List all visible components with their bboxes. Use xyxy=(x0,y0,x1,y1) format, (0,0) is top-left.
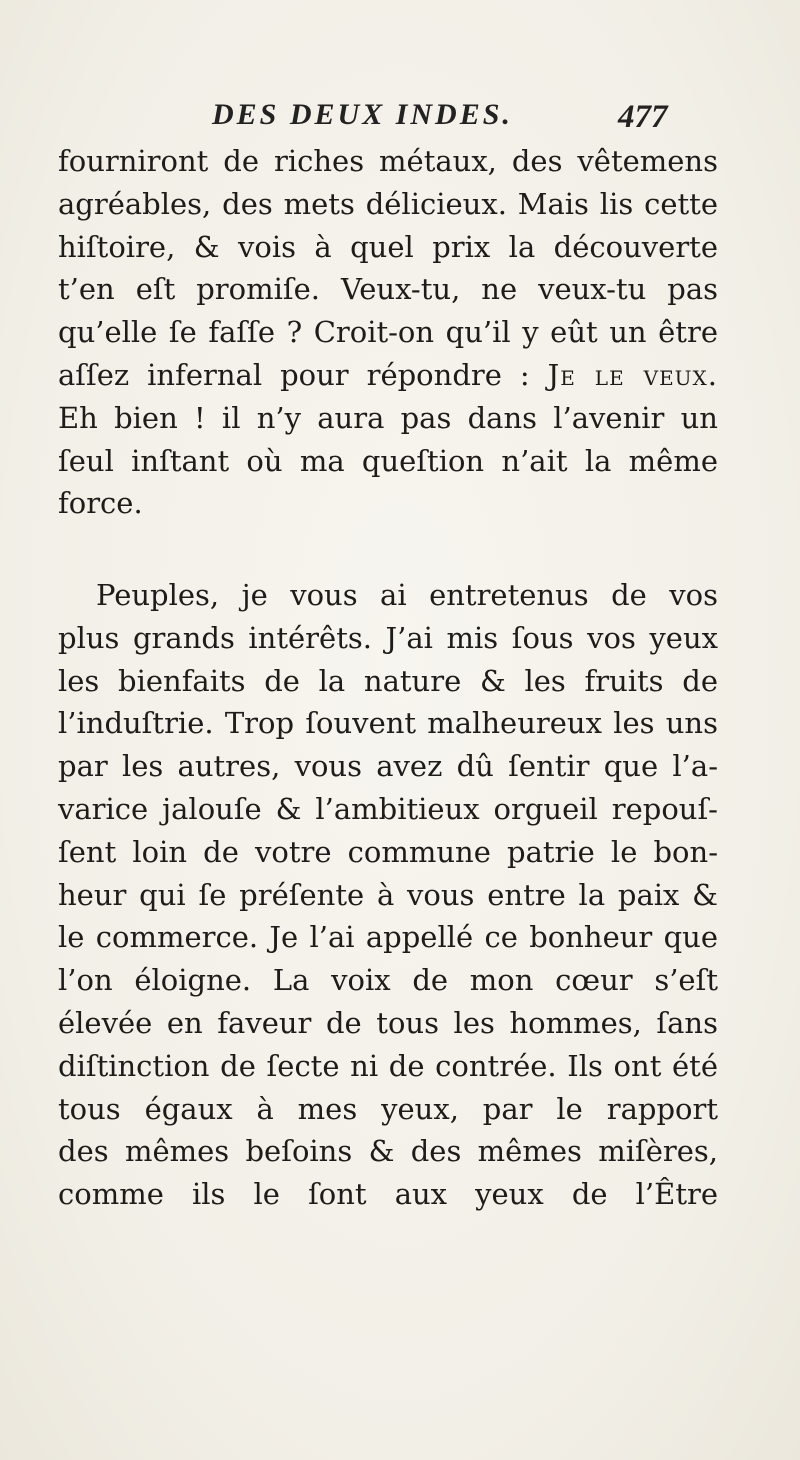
text-line: varice jalouſe & l’ambitieux orgueil repouſ- xyxy=(58,791,718,826)
text-line: le commerce. Je l’ai appellé ce bonheur que xyxy=(58,920,718,955)
text-line: par les autres, vous avez dû ſentir que l’a- xyxy=(58,749,718,784)
text-line: heur qui ſe préſente à vous entre la paix & xyxy=(58,877,718,912)
running-head-title: DES DEUX INDES. xyxy=(212,98,513,131)
text-line: les bienfaits de la nature & les fruits de xyxy=(58,663,718,698)
text-line: force. xyxy=(58,486,143,521)
text-line: l’on éloigne. La voix de mon cœur s’eſt xyxy=(58,963,718,998)
text-line: fourniront de riches métaux, des vêtemens xyxy=(58,144,718,178)
text-line: plus grands intérêts. J’ai mis ſous vos yeux xyxy=(58,620,718,655)
text-line: ſeul inſtant où ma queſtion n’ait la même xyxy=(58,443,718,478)
text-line: qu’elle ſe faſſe ? Croit-on qu’il y eût un être xyxy=(58,315,718,350)
text-line: des mêmes beſoins & des mêmes miſères, xyxy=(58,1134,718,1169)
text-line: l’induſtrie. Trop ſouvent malheureux les uns xyxy=(58,706,718,741)
text-line: Peuples, je vous ai entretenus de vos xyxy=(96,578,718,612)
paragraph-1 xyxy=(58,140,718,525)
paragraph-2 xyxy=(58,574,718,1216)
text-line: t’en eſt promiſe. Veux-tu, ne veux-tu pas xyxy=(58,272,718,307)
text-line: diſtinction de ſecte ni de contrée. Ils ont été xyxy=(58,1048,718,1083)
text-line: comme ils le ſont aux yeux de l’Être xyxy=(58,1177,718,1212)
text-line: ſent loin de votre commune patrie le bon- xyxy=(58,834,718,869)
small-caps-phrase: Je le veux. xyxy=(547,357,718,392)
running-head xyxy=(212,93,692,137)
text-line: tous égaux à mes yeux, par le rapport xyxy=(58,1091,718,1126)
page-number: 477 xyxy=(618,99,668,135)
text-line: hiſtoire, & vois à quel prix la découverte xyxy=(58,229,718,264)
text-line: aſſez infernal pour répondre : Je le veux. xyxy=(58,357,718,392)
text-line: agréables, des mets délicieux. Mais lis cette xyxy=(58,186,718,221)
text-line: élevée en faveur de tous les hommes, ſans xyxy=(58,1005,718,1040)
text-line: Eh bien ! il n’y aura pas dans l’avenir un xyxy=(58,400,718,435)
